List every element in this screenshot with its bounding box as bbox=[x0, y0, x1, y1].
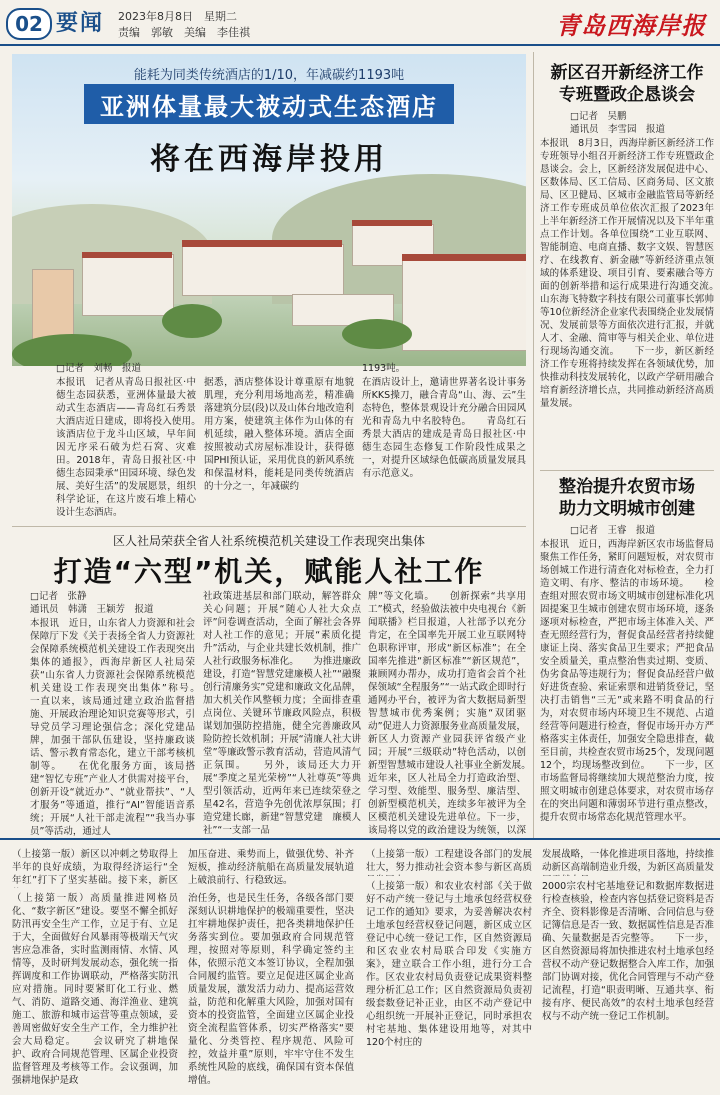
right2-headline-2: 助力文明城市创建 bbox=[559, 499, 695, 519]
lead-col1: 本报讯 记者从青岛日报社区·中德生态园获悉，亚洲体量最大被动式生态酒店——青岛红石秀景大酒店近日建成，即将投入使用。 该酒店位于龙斗山区域，早年间因无序采石破为烂石窝、灾难田。2018年，青岛日报社区·中德生态园秉承“田园环境、绿色发展、美好生活”的发展愿景，组织科学论证，在这片废石堆上精心设计生态酒店。 bbox=[56, 377, 196, 518]
building bbox=[82, 254, 174, 316]
hr-kicker: 区人社局荣获全省人社系统模范机关建设工作表现突出集体 bbox=[112, 534, 425, 548]
hr-col1: 本报讯 近日，山东省人力资源和社会保障厅下发《关于表扬全省人力资源社会保障系统模范机关建设工作表现突出集体的通报》，西海岸新区人社局荣获“山东省人力资源社会保障系统模范机关建设工作表现突出集体”称号。 一直以来，该局通过建立政治监督措施、开展政治理论知识竞赛等形式，引导党员学习理论强信念；深化党建品牌，加强干部队伍建设，坚持廉政谈话、警示教育常态化，建立干部考核机制等。 在优化服务方面，该局搭建“智忆专班”产业人才供需对接平台，创新开设“就近办”、“就业帮扶”、“人才服务”等通道，推行“AI”智能语音系统；开展“人社干部走流程”“我当办事员”等活动，通过人 bbox=[30, 618, 195, 837]
cont-col3a: （上接第一版）工程建设各部门的发展壮大，努力推动社会资本参与新区高质 bbox=[366, 849, 532, 873]
building bbox=[402, 259, 526, 351]
roof bbox=[402, 254, 526, 261]
lead-kicker: 能耗为同类传统酒店的1/10，年减碳约1193吨 bbox=[133, 68, 405, 83]
lead-col3b: 在酒店设计上，邀请世界著名设计事务所KKS操刀，融合青岛“山、海、云”生态特色，整体景观设计充分融合田园风光和青岛九中名胶特色。 青岛红石秀景大酒店的建成是青岛日报社区·中德生态园生态修复工作阶段性成果之一，对提升区域绿色低碳高质量发展具有示范意义。 bbox=[362, 377, 526, 479]
right1-headline-1: 新区召开新经济工作 bbox=[550, 63, 704, 83]
hr-col3: 牌”等文化墙。 创新探索“共享用工”模式，经验做法被中央电视台《新闻联播》栏目报道，人社部予以充分肯定，在全国率先开展工业互联网特色职称评审，形成“新区标准”；在全国率先推进“新区标准”“新区规范”，兼顾网办帮办，成功打造省会首个社保领域“全程服务”“一站式政企即时行通网办平台，被评为省大数据局新型智慧城市优秀案例；实施“双团驱动”促进人力资源服务业高质量发展，新区人力资源产业园获评省级产业园；开展“三级联动”特色活动，以创新型智慧城市建设人社事业全新发展。 近年来，区人社局全力打造政治型、学习型、效能型、服务型、廉洁型、创新型模范机关，连续多年被评为全区模范机关建设先进单位。下一步，该局将以党的政治建设为统领，以深 bbox=[368, 591, 526, 836]
section-separator bbox=[12, 526, 526, 527]
editors-line: 责编 郭敏 美编 李佳祺 bbox=[118, 26, 250, 39]
trees bbox=[162, 304, 222, 338]
hr-byline-reporter: □记者 张静 bbox=[30, 591, 87, 602]
right-separator bbox=[540, 470, 714, 471]
cont-col1a: （上接第一版）新区以冲刺之势取得上半年的良好成绩，为取得经济运行“全年红”打下了坚实基础。接下来，新区 bbox=[12, 849, 178, 886]
roof bbox=[182, 240, 342, 247]
masthead-logo: 青岛西海岸报 bbox=[556, 11, 706, 40]
right1-byline-correspondent: 通讯员 李雪园 报道 bbox=[570, 124, 666, 135]
cont-col3b: （上接第一版）和农业农村部《关于做好不动产统一登记与土地承包经营权登记工作的通知》要求，为妥善解决农村土地承包经营权登记问题，新区成立区登记中心统一登记工作，区自然资源局和区农业农村局联合印发《实施方案》，建立联合工作小组，进行分工合作。区农业农村局负责登记成果资料整理分析汇总工作；区自然资源局负责初级套数登记补正业，由区不动产登记中心组织统一开展补正登记，同时承担农村宅基地、集体建设用地等，对其中120个村庄的 bbox=[366, 881, 532, 1048]
building bbox=[182, 244, 344, 296]
bottom-rule bbox=[0, 838, 720, 840]
right1-byline-reporter: □记者 吴鹏 bbox=[570, 111, 627, 122]
lead-col2: 据悉，酒店整体设计尊重原有地貌肌理，充分利用场地高差，精准确落建筑分层(段)以及山体台地改造利用方案，使建筑主体作为山体的有机延续，融入整体环境。酒店全面按照被动式房屋标准设计，获得德国PHI预认证，采用优良的新风系统和保温材料，能耗是同类传统酒店的十分之一，年减碳约 bbox=[204, 377, 354, 492]
right2-headline-1: 整治提升农贸市场 bbox=[559, 477, 695, 497]
header-rule bbox=[0, 44, 720, 46]
cont-col2b: 治任务，也是民生任务，各级各部门要深刻认识耕地保护的极端重要性，坚决扛牢耕地保护责任，把各类耕地保护任务落实到位。要加强政府合同规范管理，按照对等原则，科学确定签约主体，依照示范文本签订协议，全程加强合同履约监管。要立足促进区属企业高质量发展，激发活力动力、提高运营效益，防范和化解重大风险，加强对国有资本的投资监管，全面建立区属企业投资全流程监管体系，切实严格落实“要量化、分类管控、程序规范、风险可控，效益并重”原则，牢牢守住不发生系统性风险的底线，确保国有资本保值增值。 bbox=[188, 893, 354, 1086]
section-name: 要闻 bbox=[56, 11, 105, 36]
lead-byline: □记者 刘畅 报道 bbox=[56, 363, 141, 374]
page-header bbox=[0, 0, 720, 44]
trees bbox=[342, 319, 412, 349]
hr-byline-correspondent: 通讯员 韩潇 王颖芳 报道 bbox=[30, 604, 154, 615]
date-line: 2023年8月8日 星期二 bbox=[118, 10, 237, 23]
column-divider bbox=[533, 52, 534, 838]
right2-byline: □记者 王睿 报道 bbox=[570, 525, 655, 536]
cont-col1b: （上接第一版）高质量推进网格员化、“数字新区”建设。要坚不懈全抓好防汛再安全生产工作，立足于有、立足于大，全面做好台风暴雨等极端天气灾害应急准备，实时监测雨情、水情、风情等，及时研判发展动态，强化统一指挥调度和工作协调联动，严格落实防汛应对措施。同时要紧盯化工行业、燃气、消防、道路交通、海洋渔业、建筑施工、旅游和城市运营等重点领域，妥善周密做好安全生产工作，全力维护社会大局稳定。 会议研究了耕地保护、政府合同规范管理、区属企业投资监督管理及考核等工作。会议强调，加强耕地保护是政 bbox=[12, 893, 178, 1086]
right1-headline-2: 专班暨政企恳谈会 bbox=[559, 85, 695, 105]
lead-col3a: 1193吨。 bbox=[362, 363, 406, 374]
cont-col4a: 发展战略，一体化推进项目落地，持续推动新区高端制造业升级，为新区高质量发 bbox=[542, 849, 714, 873]
roof bbox=[352, 220, 432, 226]
right1-body: 本报讯 8月3日，西海岸新区新经济工作专班领导小组召开新经济工作专班暨政企恳谈会。会上，区新经济发展促进中心、区数体局、区工信局、区商务局、区文旅局、区卫健局、区城市金融监管局等新经济工作专班成员单位依次汇报了2023年上半年新经济工作开展情况以及下半年重点工作计划。各单位围绕“工业互联网、智能制造、电商直播、数字文娱、智慧医疗、在线教育、新金融”等新经济重点领域的体系建设、项目引育、要素融合等方面的创新举措和运行成果进行沟通交流。 山东海飞特数字科技有限公司董事长郭帅等10位新经济企业家代表围绕企业发展情况、发展前景等方面依次进行汇报，并就人才、金融、简审等与相关企业、单位进行现场沟通交流。 下一步，新区新经济工作专班将持续发挥在各领域优势，加快推动科技发展转化，以政产学研用融合培育新经济增长点，共同推动新经济高质量发展。 bbox=[540, 138, 714, 409]
hr-headline: 打造“六型”机关，赋能人社工作 bbox=[53, 555, 485, 588]
cont-col4b: 2000宗农村宅基地登记和数据库数据进行检查核验，检查内容包括登记资料是否齐全、资料影像是否清晰、合同信息与登记簿信息是否一致、数据属性信息是否准确、矢量数据是否完整等。 下一步，区自然资源局将加快推进农村土地承包经营权不动产登记数据整合入库工作，加强部门协调对接，优化合同管理与不动产登记流程，打造“职责明晰、互通共享、衔接有序、便民高效”的农村土地承包经营权与不动产统一登记工作机制。 bbox=[542, 881, 714, 1022]
page-number: 02 bbox=[6, 8, 52, 40]
building bbox=[32, 269, 74, 341]
roof bbox=[82, 252, 172, 258]
hotel-photo bbox=[12, 54, 526, 366]
lead-headline-2: 将在西海岸投用 bbox=[150, 142, 388, 177]
lead-headline-1: 亚洲体量最大被动式生态酒店 bbox=[84, 84, 454, 124]
right2-body: 本报讯 近日，西海岸新区农市场监督局聚焦工作任务，紧盯问题短板，对农贸市场创城工作进行清查化对标检查，全力打造文明、有序、整洁的市场环境。 检查组对照农贸市场文明城市创建标准化巩固提案卫生城市创建农贸市场环境，逐条逐项对标检查，严把市场主体准入关、严查无照经营行为，督促食品经营者持续健康证上岗、落实食品卫生要求；严把食品安全质量关，重点整治售卖过期、变质、伪劣食品等违规行为；督促食品经营户做好进货查验、索证索票和进销货登记，坚决打击销售“三无”或来路不明食品的行为，对农贸市场内环境卫生不规范、占道经营等问题进行检查，督促市场开办方严格落实主体责任，加强安全隐患排查，截至目前，共检查农贸市场25个，发现问题12个，均现场整改到位。 下一步，区市场监督局将继续加大规范整治力度，按照文明城市创建总体要求，对农贸市场存在的突出问题和薄弱环节进行重点整改，提升农贸市场常态化规范管理水平。 bbox=[540, 539, 714, 823]
cont-col2a: 加压奋进、乘势而上，做强优势、补齐短板，推动经济航船在高质量发展轨道上破浪前行、行稳致远。 bbox=[188, 849, 354, 886]
hr-col2: 社政策进基层和部门联动，解答群众关心问题；开展“随心人社大众点评”问卷调查活动，全面了解社会各界对人社工作的意见；开展“素质化提升”活动，与企业共建长效机制，推广人社行政服务标准化。 为推进廉政建设，打造“智慧党建廉模人社”“融聚创行清廉务实”党建和廉政文化品牌，加大机关作风整顿力度；全面排查重点岗位、关键环节廉政风险点，积极谋划加强防控措施，健全完善廉政风险防控长效机制；开展“清廉人社大讲堂”等廉政警示教育活动，营造风清气正氛围。 另外，该局还大力开展“季度之星光荣榜”“人社尊英”等典型引领活动，近两年来已连续荣登之星42名，营造争先创优浓厚氛围；打造党建长廊，新建“智慧党建 廉模人社”“一支部一品 bbox=[203, 591, 361, 836]
